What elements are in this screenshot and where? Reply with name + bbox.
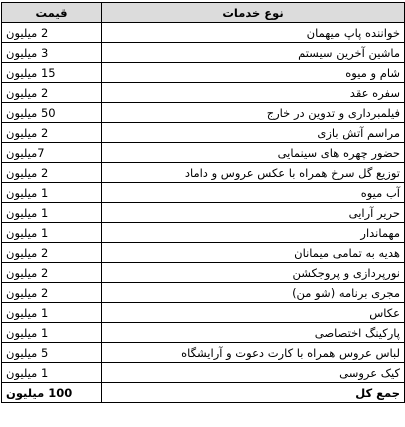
price-cell: 2 میلیون bbox=[2, 163, 102, 183]
service-cell: ماشین آخرین سیستم bbox=[102, 43, 405, 63]
table-row bbox=[2, 163, 405, 183]
table-row bbox=[2, 303, 405, 323]
service-cell: شام و میوه bbox=[102, 63, 405, 83]
table-row bbox=[2, 243, 405, 263]
table-header-row bbox=[2, 3, 405, 23]
service-cell: حریر آرایی bbox=[102, 203, 405, 223]
price-cell: 7میلیون bbox=[2, 143, 102, 163]
table-row bbox=[2, 143, 405, 163]
price-cell: 15 میلیون bbox=[2, 63, 102, 83]
table-row bbox=[2, 363, 405, 383]
table-row bbox=[2, 343, 405, 363]
service-cell: هدیه به تمامی میمانان bbox=[102, 243, 405, 263]
total-label: جمع کل bbox=[102, 383, 405, 403]
table-row bbox=[2, 323, 405, 343]
price-cell: 1 میلیون bbox=[2, 363, 102, 383]
table-row bbox=[2, 203, 405, 223]
wedding-services-price-table bbox=[1, 2, 405, 403]
price-cell: 5 میلیون bbox=[2, 343, 102, 363]
service-cell: فیلمبرداری و تدوین در خارج bbox=[102, 103, 405, 123]
total-price: 100 میلیون bbox=[2, 383, 102, 403]
service-cell: کیک عروسی bbox=[102, 363, 405, 383]
table-row bbox=[2, 263, 405, 283]
table-row bbox=[2, 103, 405, 123]
table-row bbox=[2, 283, 405, 303]
service-cell: عکاس bbox=[102, 303, 405, 323]
price-cell: 2 میلیون bbox=[2, 283, 102, 303]
total-row bbox=[2, 383, 405, 403]
service-cell: خواننده پاپ میهمان bbox=[102, 23, 405, 43]
table-row bbox=[2, 63, 405, 83]
table-row bbox=[2, 23, 405, 43]
price-cell: 1 میلیون bbox=[2, 183, 102, 203]
service-cell: مجری برنامه (شو من) bbox=[102, 283, 405, 303]
price-cell: 1 میلیون bbox=[2, 223, 102, 243]
service-cell: توزیع گل سرخ همراه با عکس عروس و داماد bbox=[102, 163, 405, 183]
price-list-container bbox=[1, 2, 404, 403]
price-cell: 1 میلیون bbox=[2, 323, 102, 343]
price-cell: 50 میلیون bbox=[2, 103, 102, 123]
price-cell: 2 میلیون bbox=[2, 243, 102, 263]
price-cell: 2 میلیون bbox=[2, 83, 102, 103]
header-service-type: نوع خدمات bbox=[102, 3, 405, 23]
price-cell: 1 میلیون bbox=[2, 203, 102, 223]
price-cell: 2 میلیون bbox=[2, 23, 102, 43]
service-cell: لباس عروس همراه با کارت دعوت و آرایشگاه bbox=[102, 343, 405, 363]
table-row bbox=[2, 43, 405, 63]
price-cell: 1 میلیون bbox=[2, 303, 102, 323]
service-cell: آب میوه bbox=[102, 183, 405, 203]
service-cell: حضور چهره های سینمایی bbox=[102, 143, 405, 163]
price-cell: 2 میلیون bbox=[2, 263, 102, 283]
table-row bbox=[2, 183, 405, 203]
service-cell: پارکینگ اختصاصی bbox=[102, 323, 405, 343]
table-row bbox=[2, 123, 405, 143]
service-cell: نورپردازی و پروجکشن bbox=[102, 263, 405, 283]
service-cell: سفره عقد bbox=[102, 83, 405, 103]
price-cell: 2 میلیون bbox=[2, 123, 102, 143]
table-row bbox=[2, 223, 405, 243]
price-cell: 3 میلیون bbox=[2, 43, 102, 63]
service-cell: مراسم آتش بازی bbox=[102, 123, 405, 143]
header-price: قیمت bbox=[2, 3, 102, 23]
service-cell: مهماندار bbox=[102, 223, 405, 243]
table-row bbox=[2, 83, 405, 103]
